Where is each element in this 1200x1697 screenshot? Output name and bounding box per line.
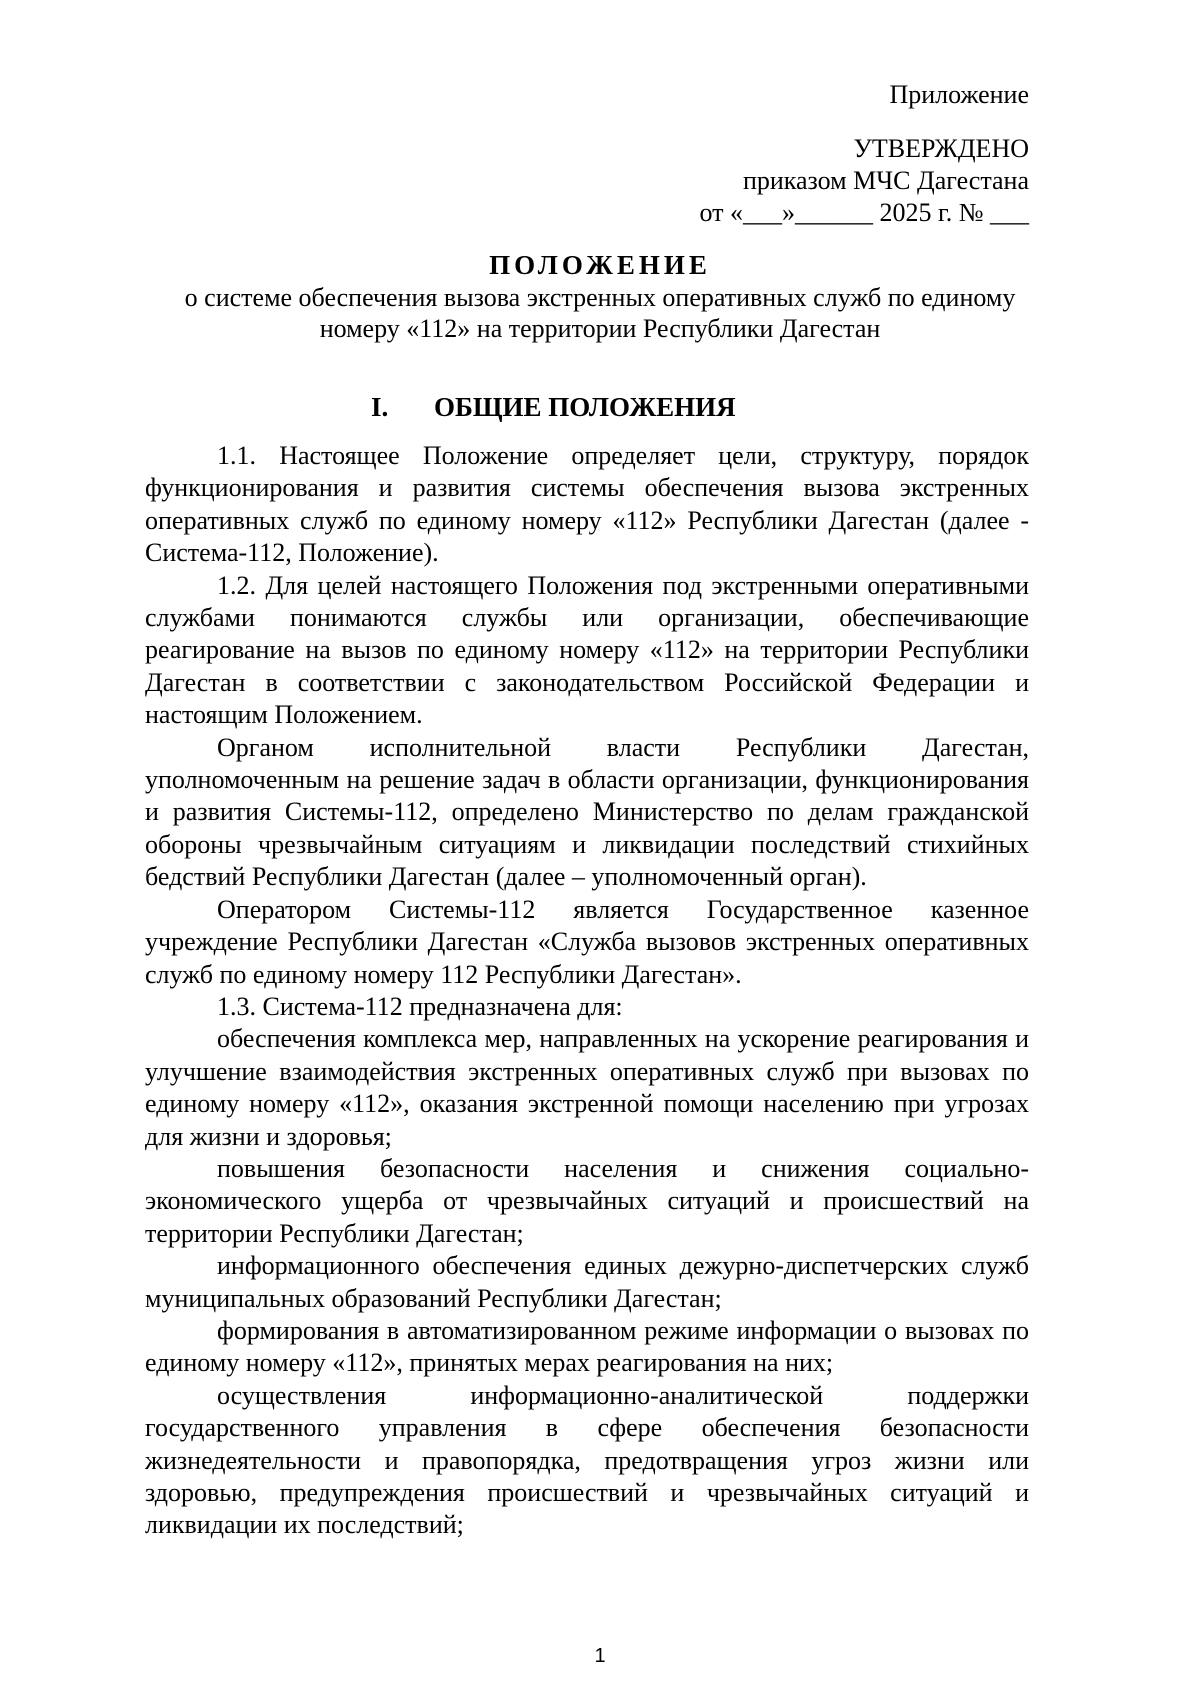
- paragraph-1-1: 1.1. Настоящее Положение определяет цели, структуру, порядок функционирования и развития системы обеспечения вызова экстренных оперативных служб по единому номеру «112» Республики Дагестан (далее - Система-112, Положение).: [145, 441, 1029, 568]
- list-item-purpose-5: осуществления информационно-аналитической поддержки государственного управления в сфере обеспечения безопасности жизнедеятельности и правопорядка, предотвращения угроз жизни или здоровью, предупреждения происшествий и чрезвычайных ситуаций и ликвидации их последствий;: [145, 1380, 1029, 1540]
- approval-order-date: от «___»______ 2025 г. № ___: [699, 198, 1029, 227]
- list-item-purpose-1: обеспечения комплекса мер, направленных на ускорение реагирования и улучшение взаимодействия экстренных оперативных служб при вызовах по единому номеру «112», оказания экстренной помощи населению при угрозах для жизни и здоровья;: [145, 1024, 1029, 1151]
- document-body: [145, 440, 1029, 1542]
- section-number: I.: [371, 392, 389, 422]
- document-title: ПОЛОЖЕНИЕ: [489, 250, 711, 280]
- approval-order-by: приказом МЧС Дагестана: [742, 166, 1029, 195]
- paragraph-1-2: 1.2. Для целей настоящего Положения под экстренными оперативными службами понимаются службы или организации, обеспечивающие реагирование на вызов по единому номеру «112» на территории Республики Дагестан в соответствии с законодательством Российской Федерации и настоящим Положением.: [145, 570, 1029, 730]
- paragraph-operator: Оператором Системы-112 является Государственное казенное учреждение Республики Дагестан «Служба вызовов экстренных оперативных служб по единому номеру 112 Республики Дагестан».: [145, 894, 1029, 989]
- document-subtitle-line-2: номеру «112» на территории Республики Дагестан: [319, 314, 881, 343]
- paragraph-1-3: 1.3. Система-112 предназначена для:: [217, 991, 623, 1021]
- document-subtitle-line-1: о системе обеспечения вызова экстренных оперативных служб по единому: [184, 283, 1016, 312]
- paragraph-authorized-body: Органом исполнительной власти Республики Дагестан, уполномоченным на решение задач в области организации, функционирования и развития Системы-112, определено Министерство по делам гражданской обороны чрезвычайным ситуациям и ликвидации последствий стихийных бедствий Республики Дагестан (далее – уполномоченный орган).: [145, 732, 1029, 892]
- approval-stamp-label: УТВЕРЖДЕНО: [853, 134, 1029, 163]
- page-number: 1: [594, 1645, 606, 1667]
- list-item-purpose-3: информационного обеспечения единых дежурно-диспетчерских служб муниципальных образований Республики Дагестан;: [145, 1251, 1029, 1313]
- list-item-purpose-2: повышения безопасности населения и снижения социально-экономического ущерба от чрезвычайных ситуаций и происшествий на территории Республики Дагестан;: [145, 1153, 1029, 1248]
- section-title: ОБЩИЕ ПОЛОЖЕНИЯ: [434, 392, 736, 422]
- list-item-purpose-4: формирования в автоматизированном режиме информации о вызовах по единому номеру «112», принятых мерах реагирования на них;: [145, 1315, 1029, 1378]
- appendix-label: Приложение: [889, 80, 1029, 109]
